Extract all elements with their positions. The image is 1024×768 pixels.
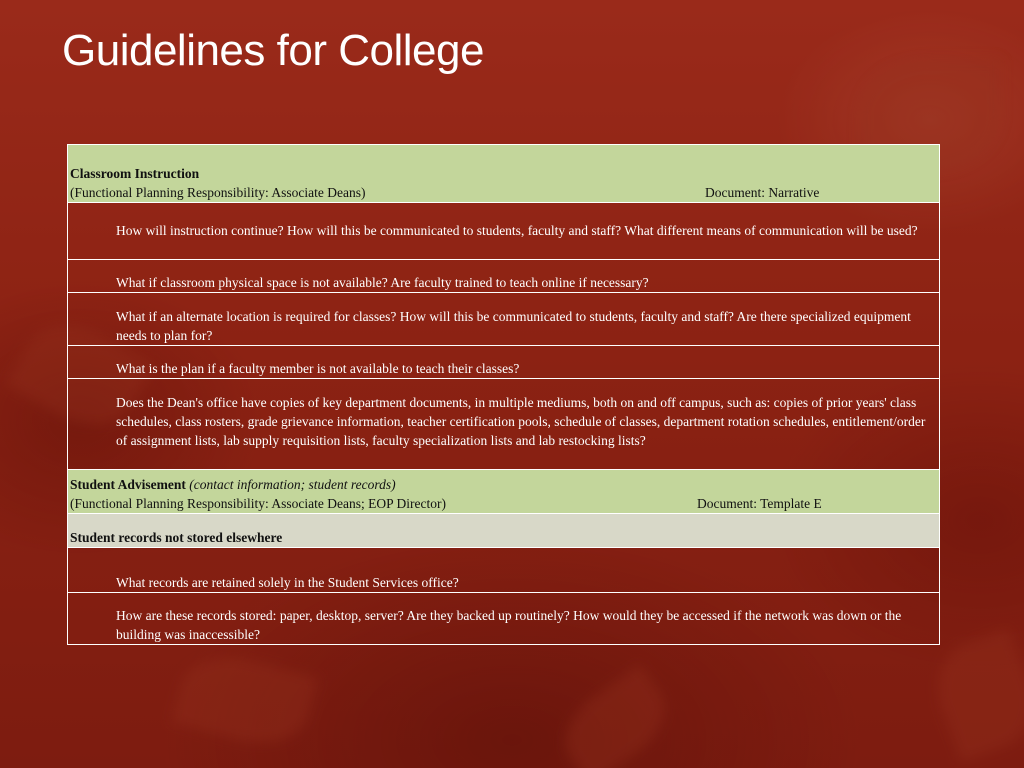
background-leaf xyxy=(550,665,680,768)
section-header-row xyxy=(68,145,940,203)
subsection-heading: Student records not stored elsewhere xyxy=(70,530,283,545)
slide-title: Guidelines for College xyxy=(62,26,484,75)
section-heading: Classroom Instruction xyxy=(70,166,200,181)
section-heading-note: (contact information; student records) xyxy=(189,477,396,492)
question-text: How are these records stored: paper, desktop, server? Are they backed up routinely? How would they be accessed if the network was down or the building was inaccessible? xyxy=(116,608,902,642)
section-header-row xyxy=(68,470,940,514)
question-cell xyxy=(68,593,940,645)
background-leaf xyxy=(924,628,1024,762)
table-row xyxy=(68,593,940,645)
question-cell xyxy=(68,260,940,293)
student-advisement-header xyxy=(68,470,940,514)
question-text: What records are retained solely in the Student Services office? xyxy=(116,575,459,590)
table-row xyxy=(68,548,940,593)
question-cell xyxy=(68,548,940,593)
document-label: Document: Template E xyxy=(697,496,822,511)
table-row xyxy=(68,346,940,379)
document-label: Document: Narrative xyxy=(705,185,820,200)
question-cell xyxy=(68,346,940,379)
question-cell xyxy=(68,379,940,470)
table-row xyxy=(68,379,940,470)
guidelines-table xyxy=(67,144,940,645)
table-row xyxy=(68,293,940,346)
classroom-instruction-header xyxy=(68,145,940,203)
question-text: Does the Dean's office have copies of key department documents, in multiple mediums, both on and off campus, such as: copies of prior years' class schedules, class rosters, grade grievance information, teacher certification pools, schedule of classes, department rotation schedules, entitlement/order of assignment lists, lab supply requisition lists, faculty specialization lists and lab restocking lists? xyxy=(116,395,926,448)
subsection-row xyxy=(68,514,940,548)
question-cell xyxy=(68,203,940,260)
responsibility-text: (Functional Planning Responsibility: Associate Deans; EOP Director) xyxy=(70,496,446,511)
question-text: What is the plan if a faculty member is not available to teach their classes? xyxy=(116,361,520,376)
responsibility-text: (Functional Planning Responsibility: Associate Deans) xyxy=(70,185,366,200)
table-row xyxy=(68,203,940,260)
question-text: What if an alternate location is required for classes? How will this be communicated to students, faculty and staff? Are there specialized equipment needs to plan for? xyxy=(116,309,911,343)
subsection-cell xyxy=(68,514,940,548)
question-text: What if classroom physical space is not available? Are faculty trained to teach online if necessary? xyxy=(116,275,649,290)
background-leaf xyxy=(172,645,318,756)
question-cell xyxy=(68,293,940,346)
table-row xyxy=(68,260,940,293)
question-text: How will instruction continue? How will this be communicated to students, faculty and staff? What different means of communication will be used? xyxy=(116,223,918,238)
section-heading: Student Advisement xyxy=(70,477,186,492)
